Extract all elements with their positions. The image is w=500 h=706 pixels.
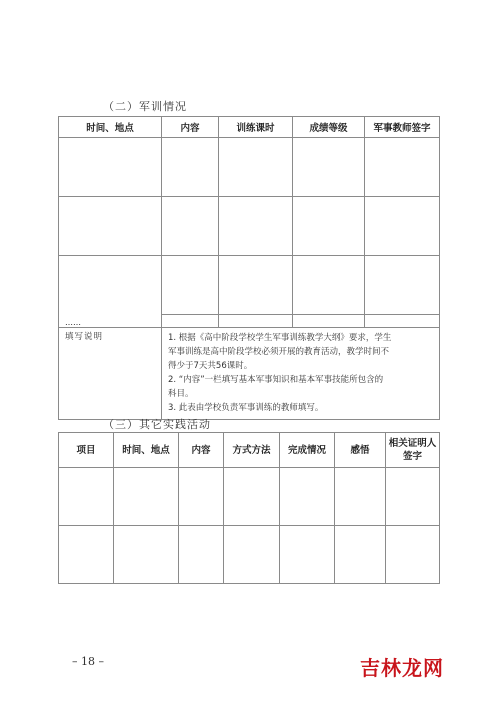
table-cell[interactable] [59,526,114,584]
table-cell[interactable] [293,197,365,256]
note-line: 军事训练是高中阶段学校必须开展的教育活动，教学时间不 [168,347,390,357]
military-training-table [58,116,440,420]
table-cell[interactable] [114,526,179,584]
note-line: 得少于7天共56课时。 [168,361,253,371]
table-row-ellipsis [59,315,440,328]
table-cell[interactable] [386,468,440,526]
table-cell[interactable] [219,315,293,328]
table-cell[interactable] [162,315,219,328]
table-cell[interactable] [114,468,179,526]
table-cell[interactable] [365,197,440,256]
table-header-row [59,433,440,468]
table-cell[interactable] [365,256,440,315]
table-cell[interactable] [59,197,162,256]
table-cell[interactable] [219,138,293,197]
table-cell[interactable] [219,197,293,256]
header-teacher-signature: 军事教师签字 [365,117,440,138]
table-cell[interactable] [59,468,114,526]
table-cell[interactable] [293,315,365,328]
header-training-hours: 训练课时 [219,117,293,138]
header-time-place: 时间、地点 [59,117,162,138]
table-row [59,526,440,584]
table-cell[interactable] [365,315,440,328]
section-title-military-training: （二）军训情况 [103,100,187,113]
table-row [59,138,440,197]
header-time-place: 时间、地点 [114,433,179,468]
table-cell[interactable] [59,256,162,315]
note-line: 1. 根据《高中阶段学校学生军事训练教学大纲》要求，学生 [168,333,392,343]
table-cell[interactable] [386,526,440,584]
table-cell[interactable] [293,256,365,315]
header-reflection: 感悟 [335,433,386,468]
table-row [59,256,440,315]
header-completion: 完成情况 [280,433,335,468]
note-line: 2. “内容”一栏填写基本军事知识和基本军事技能所包含的 [168,375,384,385]
table-row [59,197,440,256]
table-row [59,468,440,526]
table-cell[interactable] [179,526,224,584]
table-cell[interactable] [280,468,335,526]
table-cell[interactable] [224,526,280,584]
table-cell[interactable] [335,468,386,526]
note-line: 科目。 [168,389,194,399]
header-witness-signature: 相关证明人签字 [386,433,440,468]
header-grade: 成绩等级 [293,117,365,138]
note-label: 填写说明 [59,328,162,420]
table-cell[interactable] [219,256,293,315]
ellipsis-text: …… [59,315,162,328]
table-cell[interactable] [335,526,386,584]
section-title-other-activities: （三）其它实践活动 [103,418,211,431]
watermark-logo: 吉林龙网 [360,656,444,680]
table-cell[interactable] [224,468,280,526]
header-content: 内容 [179,433,224,468]
note-line: 3. 此表由学校负责军事训练的教师填写。 [168,403,324,413]
other-activities-table [58,432,440,584]
header-method: 方式方法 [224,433,280,468]
table-cell[interactable] [59,138,162,197]
table-cell[interactable] [179,468,224,526]
page-number: – 18 – [72,655,104,668]
table-cell[interactable] [162,256,219,315]
note-body [162,328,440,420]
table-cell[interactable] [293,138,365,197]
table-cell[interactable] [162,197,219,256]
table-header-row [59,117,440,138]
header-content: 内容 [162,117,219,138]
table-cell[interactable] [162,138,219,197]
note-row [59,328,440,420]
header-project: 项目 [59,433,114,468]
table-cell[interactable] [280,526,335,584]
table-cell[interactable] [365,138,440,197]
